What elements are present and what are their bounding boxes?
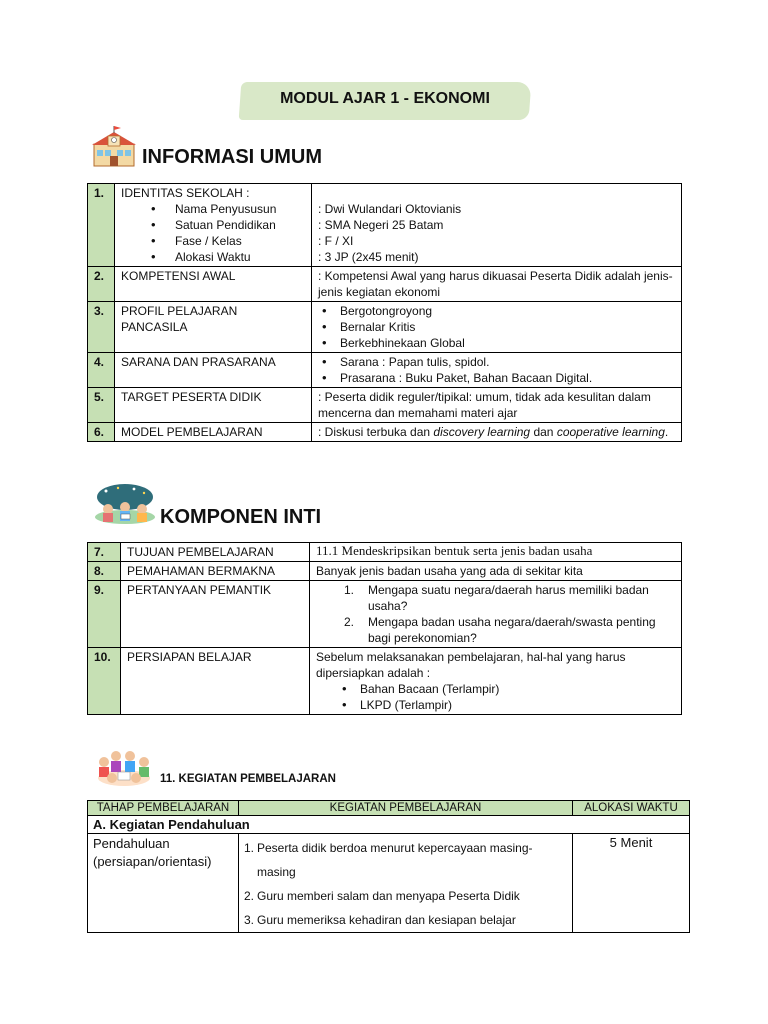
list-item: • Berkebhinekaan Global [318,335,675,351]
list-item: • Bergotongroyong [318,303,675,319]
step-text: Peserta didik berdoa menurut kepercayaan masing-masing [257,841,533,879]
children-reading-icon [94,483,156,525]
row-value: : Kompetensi Awal yang harus dikuasai Peserta Didik adalah jenis-jenis kegiatan ekonomi [312,267,682,302]
row-label: MODEL PEMBELAJARAN [115,423,312,442]
row-value: : Peserta didik reguler/tipikal: umum, tidak ada kesulitan dalam mencerna dan memahami materi ajar [312,388,682,423]
row-value: Banyak jenis badan usaha yang ada di sekitar kita [310,562,682,581]
column-header: KEGIATAN PEMBELAJARAN [239,801,573,816]
row-number: 4. [88,353,115,388]
step-text: Guru memberi salam dan menyapa Peserta Didik [257,889,520,903]
row-value [312,353,682,388]
section-title-kegiatan: 11. KEGIATAN PEMBELAJARAN [160,773,336,785]
komponen-table [87,542,682,715]
identitas-list [121,201,305,265]
list-item: • Sarana : Papan tulis, spidol. [318,354,675,370]
row-value: 11.1 Mendeskripsikan bentuk serta jenis badan usaha [310,543,682,562]
list-text: Mengapa badan usaha negara/daerah/swasta penting bagi perekonomian? [368,615,656,645]
list-number: 2. [344,615,355,629]
steps-cell [239,834,573,933]
step-text: Guru memeriksa kehadiran dan kesiapan belajar [257,913,516,927]
row-label: TUJUAN PEMBELAJARAN [121,543,310,562]
model-text: dan [530,425,557,439]
section-title-komponen: KOMPONEN INTI [160,506,322,528]
time-cell: 5 Menit [573,834,690,933]
table-row [88,581,682,648]
page-title: MODUL AJAR 1 - EKONOMI [280,90,490,107]
table-row [88,543,682,562]
table-row [88,816,690,834]
row-number: 7. [88,543,121,562]
table-row [88,423,682,442]
row-value [310,581,682,648]
table-row [88,562,682,581]
list-item: • Prasarana : Buku Paket, Bahan Bacaan Digital. [318,370,675,386]
row-number: 1. [88,184,115,267]
table-row [88,267,682,302]
step-item [239,908,572,932]
row-value [312,423,682,442]
row-number: 9. [88,581,121,648]
sarana-list [318,354,675,386]
list-item: • LKPD (Terlampir) [338,697,675,713]
step-item [239,884,572,908]
pemantik-list [316,582,675,646]
row-label [115,184,312,267]
table-row [88,648,682,715]
model-text-italic: cooperative learning [556,425,665,439]
school-building-icon [92,126,136,168]
list-item [316,582,675,614]
table-row [88,388,682,423]
row-number: 2. [88,267,115,302]
section-title-informasi: INFORMASI UMUM [142,146,322,168]
list-item: • Satuan Pendidikan [121,217,305,233]
row-label: PERTANYAAN PEMANTIK [121,581,310,648]
list-item: • Alokasi Waktu [121,249,305,265]
persiapan-text: Sebelum melaksanakan pembelajaran, hal-hal yang harus dipersiapkan adalah : [316,650,626,680]
list-item: • Bahan Bacaan (Terlampir) [338,681,675,697]
table-row [88,184,682,267]
identitas-label: IDENTITAS SEKOLAH : [121,186,250,200]
column-header: ALOKASI WAKTU [573,801,690,816]
value-line: : 3 JP (2x45 menit) [318,250,419,264]
value-line: : Dwi Wulandari Oktovianis [318,202,462,216]
persiapan-list [316,681,675,713]
row-label: SARANA DAN PRASARANA [115,353,312,388]
row-number: 10. [88,648,121,715]
list-text: Mengapa suatu negara/daerah harus memiliki badan usaha? [368,583,649,613]
row-value [312,302,682,353]
list-item: • Nama Penyususun [121,201,305,217]
table-header-row [88,801,690,816]
kegiatan-table [87,800,690,933]
table-row [88,834,690,933]
step-item [239,834,572,884]
value-line: : SMA Negeri 25 Batam [318,218,444,232]
list-number: 1. [344,583,355,597]
row-value [310,648,682,715]
table-row [88,302,682,353]
section-row: A. Kegiatan Pendahuluan [88,816,690,834]
step-number: 2. [244,889,255,903]
model-text: : Diskusi terbuka dan [318,425,434,439]
column-header: TAHAP PEMBELAJARAN [88,801,239,816]
row-label: PROFIL PELAJARAN PANCASILA [115,302,312,353]
row-label: PERSIAPAN BELAJAR [121,648,310,715]
row-label: KOMPETENSI AWAL [115,267,312,302]
row-number: 5. [88,388,115,423]
step-number: 3. [244,913,255,927]
row-value [312,184,682,267]
value-line: : F / XI [318,234,354,248]
model-text: . [664,425,669,439]
informasi-table [87,183,682,442]
table-row [88,353,682,388]
row-label: PEMAHAMAN BERMAKNA [121,562,310,581]
student-group-icon [94,742,154,788]
list-item: • Fase / Kelas [121,233,305,249]
row-number: 6. [88,423,115,442]
stage-cell: Pendahuluan (persiapan/orientasi) [88,834,239,933]
row-number: 3. [88,302,115,353]
list-item [316,614,675,646]
list-item: • Bernalar Kritis [318,319,675,335]
model-text-italic: discovery learning [433,425,531,439]
profil-list [318,303,675,351]
row-label: TARGET PESERTA DIDIK [115,388,312,423]
row-number: 8. [88,562,121,581]
step-number: 1. [244,841,255,855]
